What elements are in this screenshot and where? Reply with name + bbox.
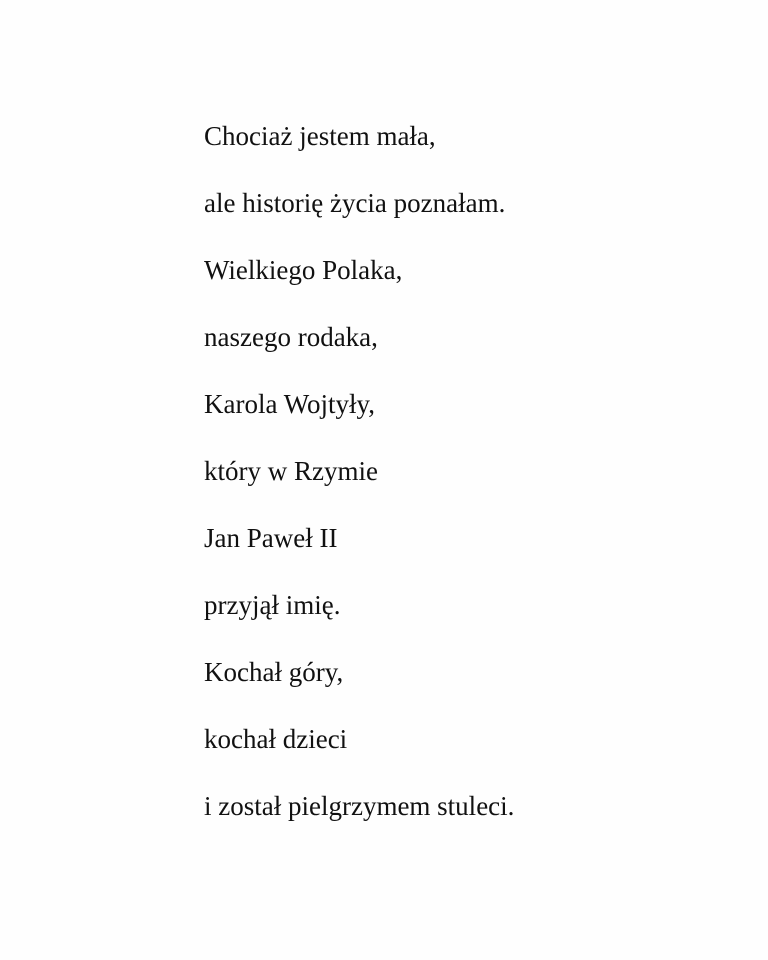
poem-line-4: naszego rodaka, (204, 322, 378, 352)
poem-line-6: który w Rzymie (204, 456, 378, 486)
poem-line-8: przyjął imię. (204, 590, 341, 620)
poem-line-10: kochał dzieci (204, 724, 348, 754)
poem-line-3: Wielkiego Polaka, (204, 255, 403, 285)
poem (204, 116, 514, 853)
poem-line-5: Karola Wojtyły, (204, 389, 376, 419)
poem-line-7: Jan Paweł II (204, 523, 338, 553)
poem-line-11: i został pielgrzymem stuleci. (204, 791, 515, 821)
poem-line-1: Chociaż jestem mała, (204, 121, 436, 151)
poem-line-9: Kochał góry, (204, 657, 344, 687)
poem-line-2: ale historię życia poznałam. (204, 188, 506, 218)
